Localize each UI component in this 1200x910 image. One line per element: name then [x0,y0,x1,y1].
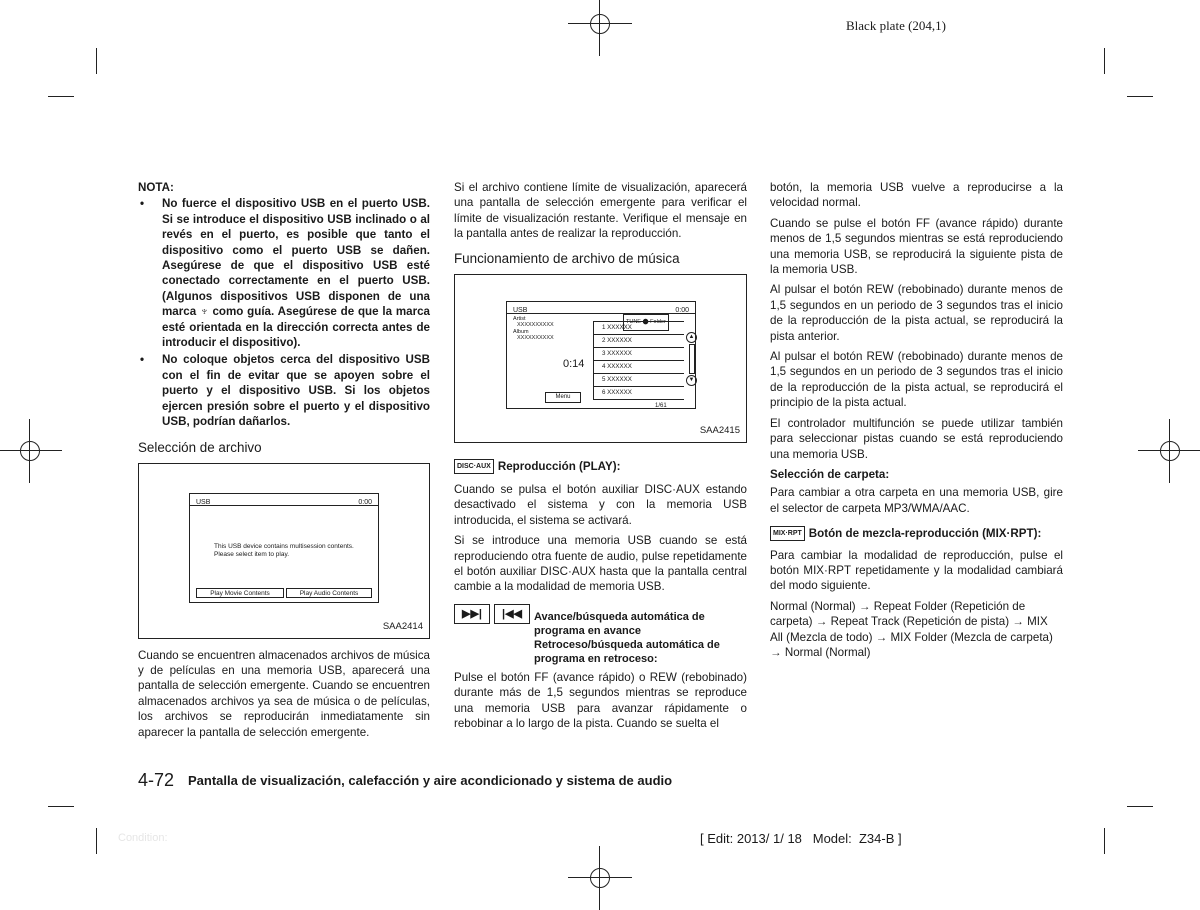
crop-mark [48,806,74,807]
list-item[interactable]: 4 XXXXXX [594,361,684,374]
screen-title: USB [196,498,211,506]
disc-aux-button-icon: DISC·AUX [454,459,494,474]
mix-rpt-button-icon: MIX·RPT [770,526,805,541]
list-item[interactable]: 3 XXXXXX [594,348,684,361]
list-item-text: No coloque objetos cerca del dispositivo USB con el fin de evitar que se apoyen sobre el puerto y el dispositivo USB. Si los objetos ejercen presión sobre el puerto y el dispositivo USB, podrían dañarlos. [162,353,430,429]
mix-heading-text: Botón de mezcla-reproducción (MIX·RPT): [808,527,1042,541]
track-info [513,316,554,342]
popup-line: This USB device contains multisession contents. [214,542,354,550]
play-heading [454,459,747,474]
screen-frame [189,493,379,603]
column-middle [454,180,747,737]
figure-file-selection [138,463,430,639]
play-movie-button[interactable]: Play Movie Contents [196,588,284,598]
popup-line: Please select item to play. [214,550,290,558]
paragraph: Pulse el botón FF (avance rápido) o REW (rebobinado) durante más de 1,5 segundos mientras se reproduce una memoria USB para avanzar rápidamente o rebobinar a lo largo de la pista. Cuando se suelta el [454,670,747,731]
list-item[interactable]: 1 XXXXXX [594,322,684,335]
paragraph: Si se introduce una memoria USB cuando se está reproduciendo otra fuente de audio, pulse repetidamente el botón auxiliar DISC·AUX hasta que la pantalla central cambie a la modalidad de memoria USB. [454,534,747,594]
crop-mark [1104,48,1105,74]
album-value: XXXXXXXXXX [517,335,554,342]
play-heading-text: Reproducción (PLAY): [497,459,621,473]
paragraph: Al pulsar el botón REW (rebobinado) durante menos de 1,5 segundos en un periodo de 3 segundos tras el inicio de la reproducción de la pista actual, se reproducirá la pista anterior. [770,283,1063,343]
paragraph: El controlador multifunción se puede utilizar también para seleccionar pistas cuando se está reproduciendo una memoria USB. [770,416,1063,461]
bullet-icon: • [140,197,145,211]
section-heading: Selección de archivo [138,439,262,455]
column-left [138,180,430,745]
screen-header [190,494,378,506]
folder-heading: Selección de carpeta: [770,467,890,481]
album-label: Album [513,328,529,335]
crop-mark [96,48,97,74]
paragraph: Cuando se encuentren almacenados archivos de música y de películas en una memoria USB, aparecerá una pantalla de selección emergente. Cuando se encuentren almacenados archivos ya sea de música o de películas, los archivos se reproducirán inmediatamente sin aparecer la pantalla de selección emergente. [138,648,430,739]
fast-forward-icon: ▶▶| [454,604,490,624]
registration-mark-icon [582,6,618,42]
popup-message [214,543,354,559]
paragraph: Para cambiar a otra carpeta en una memoria USB, gire el selector de carpeta MP3/WMA/AAC. [770,486,1063,515]
scrollbar[interactable] [689,344,695,374]
paragraph: Cuando se pulse el botón FF (avance rápido) durante menos de 1,5 segundos mientras se está reproduciendo una memoria USB, se reproducirá la siguiente pista de la memoria USB. [770,216,1063,277]
scroll-up-icon[interactable]: ▲ [686,332,697,343]
crop-mark [1127,96,1153,97]
list-item[interactable]: 5 XXXXXX [594,374,684,387]
track-list [593,321,684,400]
screen-time: 0:00 [675,306,689,314]
play-audio-button[interactable]: Play Audio Contents [286,588,372,598]
screen-frame [506,301,696,409]
column-right [770,180,1063,665]
list-item [138,196,430,350]
track-counter: 1/61 [655,402,667,409]
crop-mark [96,828,97,854]
figure-music-screen [454,274,747,443]
bullet-icon: • [140,353,145,367]
screen-header [507,302,695,314]
plate-label: Black plate (204,1) [846,18,946,33]
paragraph: Para cambiar la modalidad de reproducción, pulse el botón MIX·RPT repetidamente y la modalidad cambiará del modo siguiente. [770,548,1063,593]
rewind-icon: |◀◀ [494,604,530,624]
page-number: 4-72 [138,770,175,790]
list-item[interactable]: 6 XXXXXX [594,387,684,400]
list-item [138,352,430,429]
seek-heading-text: Avance/búsqueda automática de programa en avance Retroceso/búsqueda automática de programa en retroceso: [534,610,720,665]
list-item-text: No fuerce el dispositivo USB en el puerto USB. Si se introduce el dispositivo USB inclinado o al revés en el puerto, es posible que tanto el dispositivo como el puerto USB se dañen. Asegúrese de que el dispositivo USB esté conectado correctamente en el puerto USB. (Algunos dispositivos USB disponen de una marca ♆ como guía. Asegúrese de que la marca esté orientada en la dirección correcta antes de introducir el dispositivo). [162,197,430,350]
figure-code: SAA2414 [382,621,423,633]
seek-heading [454,604,747,666]
tune-folder-label: TUNE ⬤ Folder [623,314,669,331]
elapsed-time: 0:14 [563,357,585,370]
paragraph: Si el archivo contiene límite de visualización, aparecerá una pantalla de selección emergente para verificar el límite de visualización restante. Verifique el mensaje en la pantalla antes de realizar la reproducción. [454,181,747,241]
crop-mark [1104,828,1105,854]
registration-mark-icon [582,860,618,896]
figure-code: SAA2415 [699,425,740,437]
paragraph: Al pulsar el botón REW (rebobinado) durante menos de 1,5 segundos en un periodo de 3 segundos tras el inicio de la reproducción de la pista actual, se reproducirá el principio de la pista actual. [770,350,1063,410]
crop-mark [1127,806,1153,807]
condition-label: Condition: [118,832,168,844]
menu-button[interactable]: Menu [545,392,581,403]
scroll-down-icon[interactable]: ▼ [686,375,697,386]
screen-time: 0:00 [358,498,372,506]
paragraph: botón, la memoria USB vuelve a reproducirse a la velocidad normal. [770,181,1063,210]
artist-value: XXXXXXXXXX [517,322,554,329]
paragraph: Cuando se pulsa el botón auxiliar DISC·AUX estando desactivado el sistema y con la memoria USB introducida, el sistema se activará. [454,483,747,527]
paragraph: Normal (Normal) → Repeat Folder (Repetición de carpeta) → Repeat Track (Repetición de pista) → MIX All (Mezcla de todo) → MIX Folder (Mezcla de carpeta) → Normal (Normal) [770,599,1053,659]
registration-mark-icon [1152,433,1188,469]
crop-mark [48,96,74,97]
mix-heading [770,526,1063,541]
artist-label: Artist [513,315,526,322]
chapter-title: Pantalla de visualización, calefacción y aire acondicionado y sistema de audio [188,773,673,788]
registration-mark-icon [12,433,48,469]
section-heading: Funcionamiento de archivo de música [454,250,680,266]
screen-title: USB [513,306,528,314]
edit-info: [ Edit: 2013/ 1/ 18 Model: Z34-B ] [700,831,902,846]
note-title: NOTA: [138,181,174,194]
list-item[interactable]: 2 XXXXXX [594,335,684,348]
